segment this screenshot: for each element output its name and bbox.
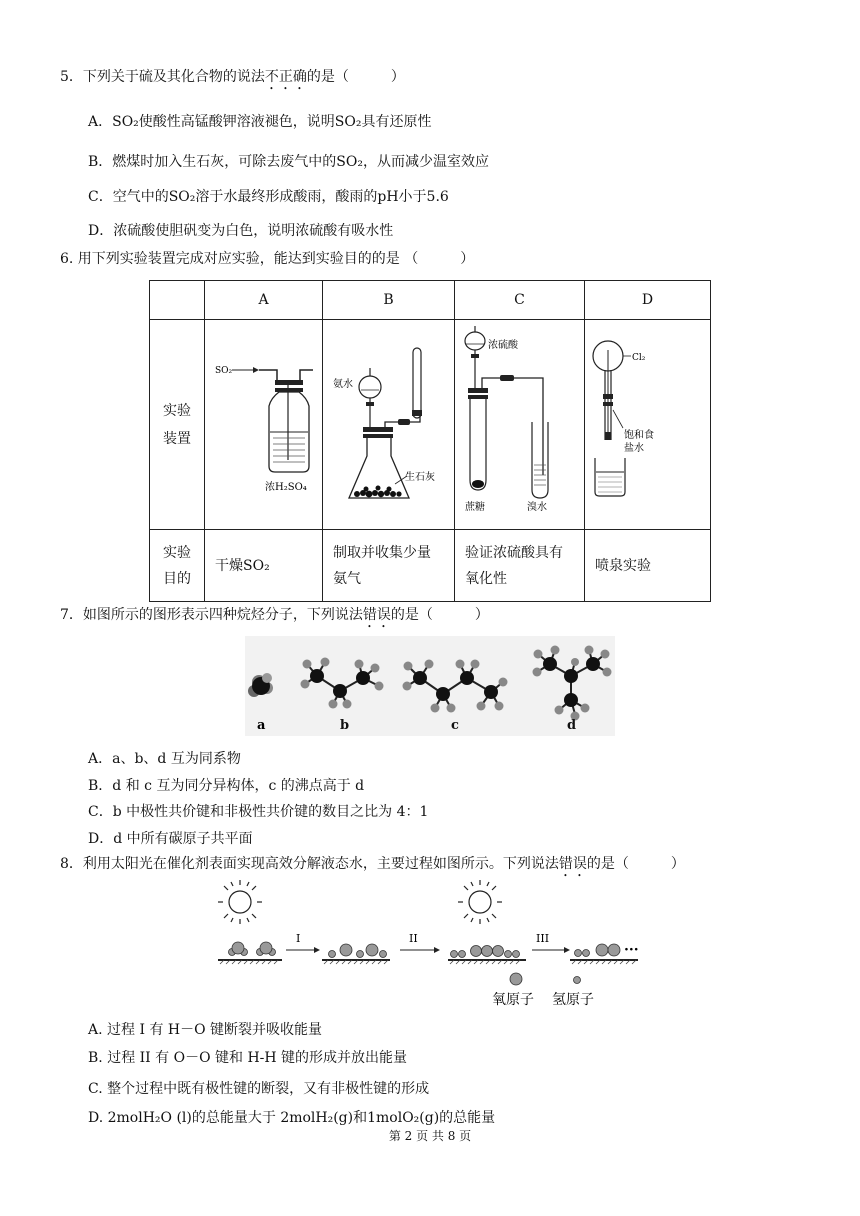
step-label-1: I (296, 932, 301, 945)
step-label-3: III (536, 932, 550, 945)
hydrogen-atom-legend-icon (574, 977, 581, 984)
conc-sulfuric-label: 浓硫酸 (488, 340, 518, 351)
quicklime-label: 生石灰 (405, 472, 435, 483)
sucrose-label: 蔗糖 (465, 502, 485, 513)
sun-icon (458, 880, 502, 924)
row-label-apparatus: 实验 装置 (150, 320, 205, 530)
continuation-ellipsis: ··· (624, 942, 639, 958)
molecule-label-d: d (567, 718, 577, 733)
q5-option-a: A．SO₂使酸性高锰酸钾溶液褪色，说明SO₂具有还原性 (88, 114, 432, 130)
q7-stem: 7．如图所示的图形表示四种烷烃分子，下列说法错误的是（ ） (60, 607, 489, 623)
q5-option-d: D．浓硫酸使胆矾变为白色，说明浓硫酸有吸水性 (88, 223, 394, 239)
ammonia-water-label: 氨水 (333, 379, 353, 390)
q8-stem: 8．利用太阳光在催化剂表面实现高效分解液态水，主要过程如图所示。下列说法错误的是（ ） (60, 856, 685, 872)
q8-option-b: B. 过程 II 有 O－O 键和 H-H 键的形成并放出能量 (88, 1050, 408, 1066)
q8-option-c: C. 整个过程中既有极性键的断裂，又有非极性键的形成 (88, 1081, 430, 1097)
alkane-molecules-figure (245, 636, 615, 736)
q5-option-c: C．空气中的SO₂溶于水最终形成酸雨，酸雨的pH小于5.6 (88, 189, 449, 205)
q7-option-a: A．a、b、d 互为同系物 (88, 751, 241, 767)
saturated-brine-label-1: 饱和食 (624, 430, 654, 441)
so2-label: SO₂ (215, 366, 233, 376)
step-label-2: II (409, 932, 418, 945)
apparatus-c (455, 320, 585, 530)
q6-table (149, 280, 711, 602)
q8-option-a: A. 过程 I 有 H－O 键断裂并吸收能量 (88, 1022, 323, 1038)
purpose-a: 干燥SO₂ (205, 530, 323, 602)
legend-hydrogen: 氢原子 (552, 992, 594, 1008)
saturated-brine-label-2: 盐水 (624, 443, 644, 454)
page-footer: 第 2 页 共 8 页 (388, 1129, 472, 1143)
legend-oxygen: 氧原子 (492, 992, 534, 1008)
table-header-d: D (585, 281, 711, 320)
oxygen-atom-legend-icon (510, 973, 522, 985)
purpose-b: 制取并收集少量氨气 (323, 530, 455, 602)
q5-stem: 5．下列关于硫及其化合物的说法不正确的是（ ） (60, 69, 405, 85)
water-splitting-figure (210, 880, 670, 1010)
table-header-a: A (205, 281, 323, 320)
conc-h2so4-label: 浓H₂SO₄ (265, 482, 307, 493)
q7-option-c: C．b 中极性共价键和非极性共价键的数目之比为 4：1 (88, 804, 429, 820)
apparatus-d (585, 320, 711, 530)
cl2-label: Cl₂ (632, 353, 646, 363)
purpose-d: 喷泉实验 (585, 530, 711, 602)
row-label-purpose: 实验 目的 (150, 530, 205, 602)
sun-icon (218, 880, 262, 924)
bromine-water-label: 溴水 (527, 502, 547, 513)
q7-option-b: B．d 和 c 互为同分异构体，c 的沸点高于 d (88, 778, 365, 794)
q5-option-b: B．燃煤时加入生石灰，可除去废气中的SO₂，从而减少温室效应 (88, 154, 489, 170)
molecule-label-b: b (340, 718, 350, 733)
molecule-label-a: a (257, 718, 266, 733)
q6-stem: 6. 用下列实验装置完成对应实验，能达到实验目的的是 （ ） (60, 251, 475, 267)
purpose-c: 验证浓硫酸具有氧化性 (455, 530, 585, 602)
apparatus-b (323, 320, 455, 530)
q7-option-d: D．d 中所有碳原子共平面 (88, 831, 253, 847)
table-header-c: C (455, 281, 585, 320)
apparatus-a (205, 320, 323, 530)
table-header-blank (150, 281, 205, 320)
table-header-b: B (323, 281, 455, 320)
q8-option-d: D. 2molH₂O (l)的总能量大于 2molH₂(g)和1molO₂(g)的总能量 (88, 1110, 496, 1126)
molecule-label-c: c (451, 718, 459, 733)
